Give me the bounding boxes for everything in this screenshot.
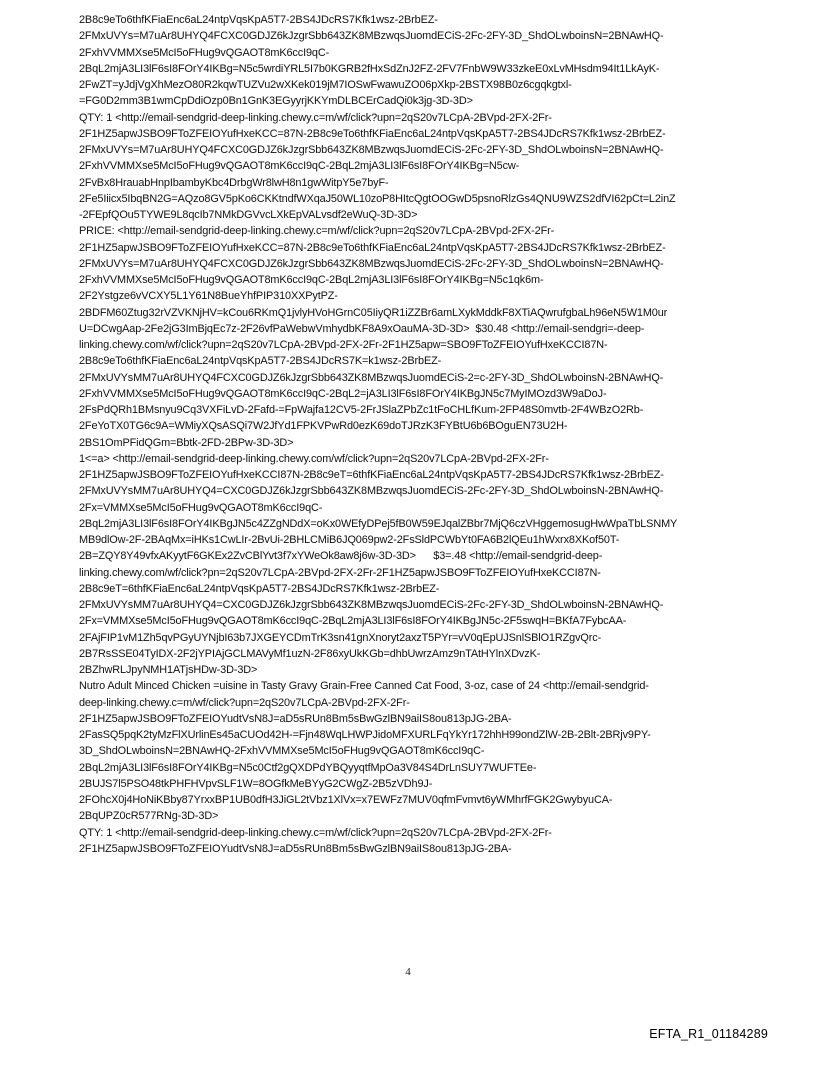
text-line: 2F1HZ5apwJSBO9FToZFEIOYufHxeKCCI87N-2B8c9eT=6thfKFiaEnc6aL24ntpVqsKpA5T7-2BS4JDcRS7Kfk1wsz-2BrbEZ-: [79, 469, 664, 481]
text-line: 2BS1OmPFidQGm=Bbtk-2FD-2BPw-3D-3D>: [79, 436, 294, 449]
text-line: 2FwZT=yJdjVgXhMezO80R2kqwTUZVu2wXKek019jM7IOSwFwawuZO06pXkp-2BSTX98B0z6cgqkgtxl-: [79, 79, 572, 91]
page-number: 4: [405, 966, 411, 978]
text-line: QTY: 1 <http://email-sendgrid-deep-linking.chewy.c=m/wf/click?upn=2qS20v7LCpA-2BVpd-2FX-2Fr-: [79, 826, 552, 839]
text-line: 2FMxUVYs=M7uAr8UHYQ4FCXC0GDJZ6kJzgrSbb643ZK8MBzwqsJuomdECiS-2Fc-2FY-3D_ShdOLwboinsN=2BNAwHQ-: [79, 144, 664, 156]
text-line: 2B8c9eT=6thfKFiaEnc6aL24ntpVqsKpA5T7-2BS4JDcRS7Kfk1wsz-2BrbEZ-: [79, 582, 440, 595]
text-line: 2FxhVVMMXse5McI5oFHug9vQGAOT8mK6ccI9qC-2BqL2=jA3LI3lF6sI8FOrY4IKBgJN5c7MyIMOzd3W9aDoJ-: [79, 387, 607, 400]
bates-number: EFTA_R1_01184289: [649, 1027, 768, 1041]
text-line: 2F1HZ5apwJSBO9FToZFEIOYufHxeKCC=87N-2B8c9eTo6thfKFiaEnc6aL24ntpVqsKpA5T7-2BS4JDcRS7Kfk1wsz-2BrbEZ-: [79, 127, 666, 140]
text-line: 2FsPdQRh1BMsnyu9Cq3VXFiLvD-2Fafd-=FpWajfa12CV5-2FrJSlaZPbZc1tFoCHLfKum-2FP48S0mvtb-2F4WBzO2Rb-: [79, 404, 644, 416]
text-line: 2FMxUVYsMM7uAr8UHYQ4=CXC0GDJZ6kJzgrSbb643ZK8MBzwqsJuomdECiS-2Fc-2FY-3D_ShdOLwboinsN-2BNAwHQ-: [79, 485, 664, 498]
text-line: linking.chewy.com/wf/click?pn=2qS20v7LCpA-2BVpd-2FX-2Fr-2F1HZ5apwJSBO9FToZFEIOYufHxeKCCI87N-: [79, 566, 601, 579]
text-line: PRICE: <http://email-sendgrid-deep-linking.chewy.c=m/wf/click?upn=2qS20v7LCpA-2BVpd-2FX-2Fr-: [79, 225, 555, 238]
text-line: 2Fx=VMMXse5McI5oFHug9vQGAOT8mK6ccI9qC-: [79, 501, 323, 514]
text-line: 2F1HZ5apwJSBO9FToZFEIOYufHxeKCC=87N-2B8c9eTo6thfKFiaEnc6aL24ntpVqsKpA5T7-2BS4JDcRS7Kfk1wsz-2BrbEZ-: [79, 241, 666, 254]
text-line: 2FOhcX0j4HoNiKBby87YrxxBP1UB0dfH3JiGL2tVbz1XlVx=x7EWFz7MUV0qfmFvmvt6yWMhrfFGK2GwybyuCA-: [79, 794, 613, 806]
text-line: 2BqL2mjA3LI3lF6sI8FOrY4IKBg=N5c0Ctf2gQXDPdYBQyyqtfMpOa3V84S4DrLnSUY7WUFTEe-: [79, 761, 537, 774]
text-line: MB9dlOw-2F-2BAqMx=iHKs1CwLIr-2BvUi-2BHLCMiB6JQ069pw2-2FsSldPCWbYt0FA6B2lQEu1hWxrx8XKof50T-: [79, 534, 620, 546]
text-line: 2FxhVVMMXse5McI5oFHug9vQGAOT8mK6ccI9qC-2BqL2mjA3LI3lF6sI8FOrY4IKBg=N5cw-: [79, 160, 520, 173]
text-line: 2FMxUVYsMM7uAr8UHYQ4FCXC0GDJZ6kJzgrSbb643ZK8MBzwqsJuomdECiS-2=c-2FY-3D_ShdOLwboinsN-2BNAwHQ-: [79, 371, 664, 384]
text-line: 3D_ShdOLwboinsN=2BNAwHQ-2FxhVVMMXse5McI5oFHug9vQGAOT8mK6ccI9qC-: [79, 745, 485, 758]
text-line: deep-linking.chewy.c=m/wf/click?upn=2qS20v7LCpA-2BVpd-2FX-2Fr-: [79, 696, 410, 709]
text-line: -2FEpfQOu5TYWE9L8qcIb7NMkDGVvcLXkEpVALvsdf2eWuQ-3D-3D>: [79, 209, 418, 221]
text-line: 2BUJS7l5PSO48tkPHFHVpvSLF1W=8OGfkMeBYyG2CWgZ-2B5zVDh9J-: [79, 777, 433, 790]
text-line: 2BDFM60Ztug32rVZVKNjHV=kCou6RKmQ1jvlyHVoHGrnC05IiyQR1iZZBr6amLXykMddkF8XTiAQwrufgbaLh96eN5W1M0ur: [79, 306, 668, 319]
text-line: 2FvBx8HrauabHnpIbambyKbc4DrbgWr8lwH8n1gwWitpY5e7byF-: [79, 176, 389, 189]
text-line: U=DCwgAap-2Fe2jG3ImBjqEc7z-2F26vfPaWebwVmhydbKF8A9xOauMA-3D-3D> $30.48 <http://email-sendgri=-deep-: [79, 322, 645, 335]
text-line: 2FMxUVYs=M7uAr8UHYQ4FCXC0GDJZ6kJzgrSbb643ZK8MBzwqsJuomdECiS-2Fc-2FY-3D_ShdOLwboinsN=2BNAwHQ-: [79, 30, 664, 43]
text-line: 2FxhVVMMXse5McI5oFHug9vQGAOT8mK6ccI9qC-: [79, 46, 330, 59]
text-line: 2BZhwRLJpyNMH1ATjsHDw-3D-3D>: [79, 664, 258, 676]
text-line: 2FMxUVYs=M7uAr8UHYQ4FCXC0GDJZ6kJzgrSbb643ZK8MBzwqsJuomdECiS-2Fc-2FY-3D_ShdOLwboinsN=2BNAwHQ-: [79, 257, 664, 270]
text-line: 2FxhVVMMXse5McI5oFHug9vQGAOT8mK6ccI9qC-2BqL2mjA3LI3lF6sI8FOrY4IKBg=N5c1qk6m-: [79, 274, 544, 286]
text-line: 2F1HZ5apwJSBO9FToZFEIOYudtVsN8J=aD5sRUn8Bm5sBwGzlBN9aiIS8ou813pJG-2BA-: [79, 842, 512, 855]
text-line: =FG0D2mm3B1wmCpDdiOzp0Bn1GnK3EGyyrjKKYmDLBCErCadQi0k3jg-3D-3D>: [79, 95, 473, 108]
text-line: 2BqL2mjA3LI3lF6sI8FOrY4IKBg=N5c5wrdiYRL5I7b0KGRB2fHxSdZnJ2FZ-2FV7FnbW9W33zkeE0xLvMHsdm94It1LkAyK-: [79, 62, 660, 75]
text-line: linking.chewy.com/wf/click?upn=2qS20v7LCpA-2BVpd-2FX-2Fr-2F1HZ5apw=SBO9FToZFEIOYufHxeKCCI87N-: [79, 339, 608, 351]
text-line: 2B7RsSSE04TyIDX-2F2jYPIAjGCLMAVyMf1uzN-2F86xyUkKGb=dhbUwrzAmz9nTAtHYlnXDvzK-: [79, 647, 541, 660]
text-line: 2FeYoTX0TG6c9A=WMiyXQsASQi7W2JfYd1FPKVPwRd0ezK69doTJRzK3FYBtU6b6BOguEN73U2H-: [79, 420, 568, 433]
text-line: 1<=a> <http://email-sendgrid-deep-linking.chewy.com/wf/click?upn=2qS20v7LCpA-2BVpd-2FX-2Fr-: [79, 452, 549, 465]
email-body-text: [79, 12, 779, 857]
text-line: 2B=ZQY8Y49vfxAKyytF6GKEx2ZvCBlYvt3f7xYWeOk8aw8j6w-3D-3D> $3=.48 <http://email-sendgrid-deep-: [79, 550, 603, 563]
text-line: QTY: 1 <http://email-sendgrid-deep-linking.chewy.c=m/wf/click?upn=2qS20v7LCpA-2BVpd-2FX-2Fr-: [79, 111, 552, 124]
text-line: 2F2Ystgze6vVCXY5L1Y61N8BueYhfPIP310XXPytPZ-: [79, 290, 338, 303]
text-line: 2FasSQ5pqK2tyMzFlXUrlinEs45aCUOd42H-=Fjn48WqLHWPJidoMFXURLFqYkYr172hhH99ondZlW-2B-2Blt-2BRjv9PY-: [79, 729, 651, 741]
text-line: 2BqL2mjA3LI3lF6sI8FOrY4IKBgJN5c4ZZgNDdX=oKx0WEfyDPej5fB0W59EJqalZBbr7MjQ6czVHggemosugHwWpaTbLSNMY: [79, 517, 678, 530]
text-line: 2B8c9eTo6thfKFiaEnc6aL24ntpVqsKpA5T7-2BS4JDcRS7Kfk1wsz-2BrbEZ-: [79, 14, 438, 26]
text-line: 2F1HZ5apwJSBO9FToZFEIOYudtVsN8J=aD5sRUn8Bm5sBwGzlBN9aiIS8ou813pJG-2BA-: [79, 712, 512, 725]
text-line: 2FAjFIP1vM1Zh5qvPGyUYNjbI63b7JXGEYCDmTrK3sn41gnXnoryt2axzT5PYr=vV0qEpUJSnlSBlO1RZgvQrc-: [79, 631, 602, 644]
text-line: Nutro Adult Minced Chicken =uisine in Tasty Gravy Grain-Free Canned Cat Food, 3-oz, case of 24 <http://email-sendgrid-: [79, 680, 649, 693]
text-line: 2BqUPZ0cR577RNg-3D-3D>: [79, 810, 219, 823]
text-line: 2B8c9eTo6thfKFiaEnc6aL24ntpVqsKpA5T7-2BS4JDcRS7K=k1wsz-2BrbEZ-: [79, 355, 442, 368]
text-line: 2Fx=VMMXse5McI5oFHug9vQGAOT8mK6ccI9qC-2BqL2mjA3LI3lF6sI8FOrY4IKBgJN5c-2F5swqH=BKfA7FybcAA-: [79, 615, 627, 628]
text-line: 2Fe5Iiicx5IbqBN2G=AQzo8GV5pKo6CKKtndfWXqaJ50WL10zoP8HItcQgtOOGwD5psnoRlzGs4QNU9WZS2dfVI62pCt=L2inZ: [79, 192, 676, 205]
text-line: 2FMxUVYsMM7uAr8UHYQ4=CXC0GDJZ6kJzgrSbb643ZK8MBzwqsJuomdECiS-2Fc-2FY-3D_ShdOLwboinsN-2BNAwHQ-: [79, 599, 664, 611]
